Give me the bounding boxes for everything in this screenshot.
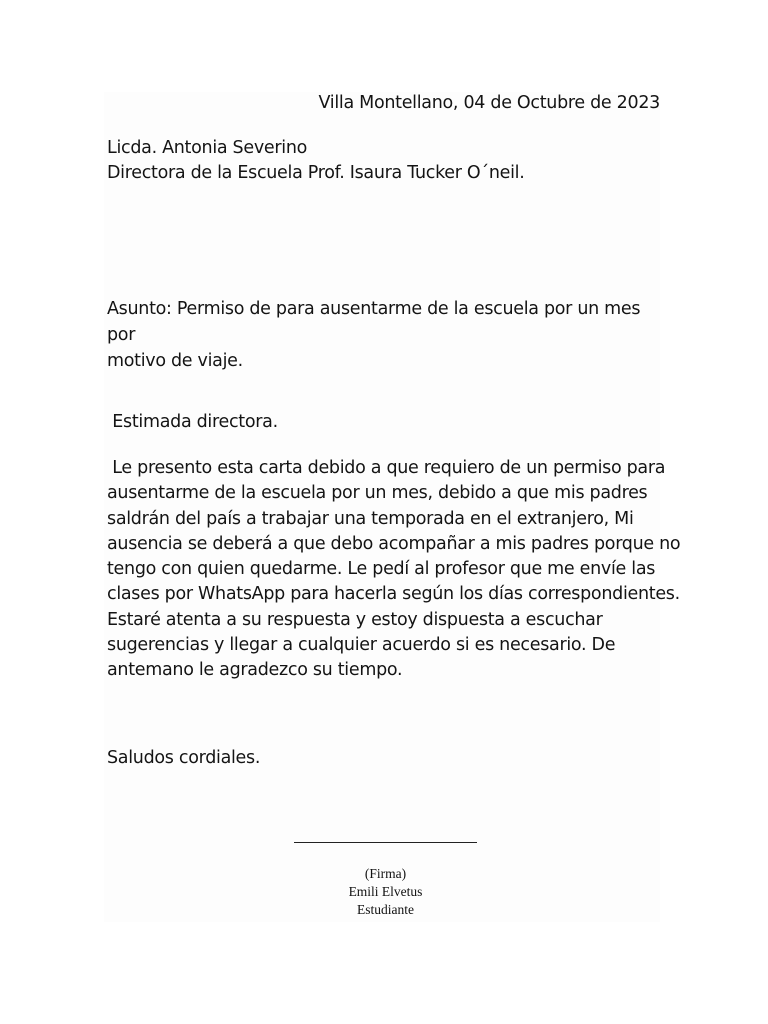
body-line: tengo con quien quedarme. Le pedí al profesor que me envíe las: [107, 559, 656, 580]
body-line: antemano le agradezco su tiempo.: [107, 660, 403, 681]
recipient-role: Directora de la Escuela Prof. Isaura Tucker O´neil.: [107, 163, 525, 183]
body-paragraph: [107, 456, 681, 684]
body-line: Le presento esta carta debido a que requiero de un permiso para: [107, 458, 666, 478]
body-line: ausencia se deberá a que debo acompañar a mis padres porque no: [107, 533, 681, 554]
subject-line-2: motivo de viaje.: [107, 351, 243, 371]
closing: Saludos cordiales.: [107, 748, 261, 768]
signature-line: [294, 842, 477, 843]
salutation: Estimada directora.: [107, 412, 278, 432]
signature-label: (Firma): [364, 866, 407, 881]
signature-block: [294, 865, 477, 919]
subject-line-1: Asunto: Permiso de para ausentarme de la escuela por un mes por: [107, 299, 641, 345]
signer-name: Emili Elvetus: [348, 884, 423, 899]
date-line: Villa Montellano, 04 de Octubre de 2023: [318, 93, 660, 113]
subject: [107, 296, 667, 374]
recipient-name: Licda. Antonia Severino: [107, 138, 308, 158]
body-line: sugerencias y llegar a cualquier acuerdo si es necesario. De: [107, 635, 616, 656]
body-line: ausentarme de la escuela por un mes, debido a que mis padres: [107, 483, 648, 504]
signer-role: Estudiante: [357, 902, 414, 917]
body-line: Estaré atenta a su respuesta y estoy dispuesta a escuchar: [107, 609, 603, 630]
body-line: clases por WhatsApp para hacerla según los días correspondientes.: [107, 584, 680, 605]
body-line: saldrán del país a trabajar una temporada en el extranjero, Mi: [107, 508, 634, 529]
